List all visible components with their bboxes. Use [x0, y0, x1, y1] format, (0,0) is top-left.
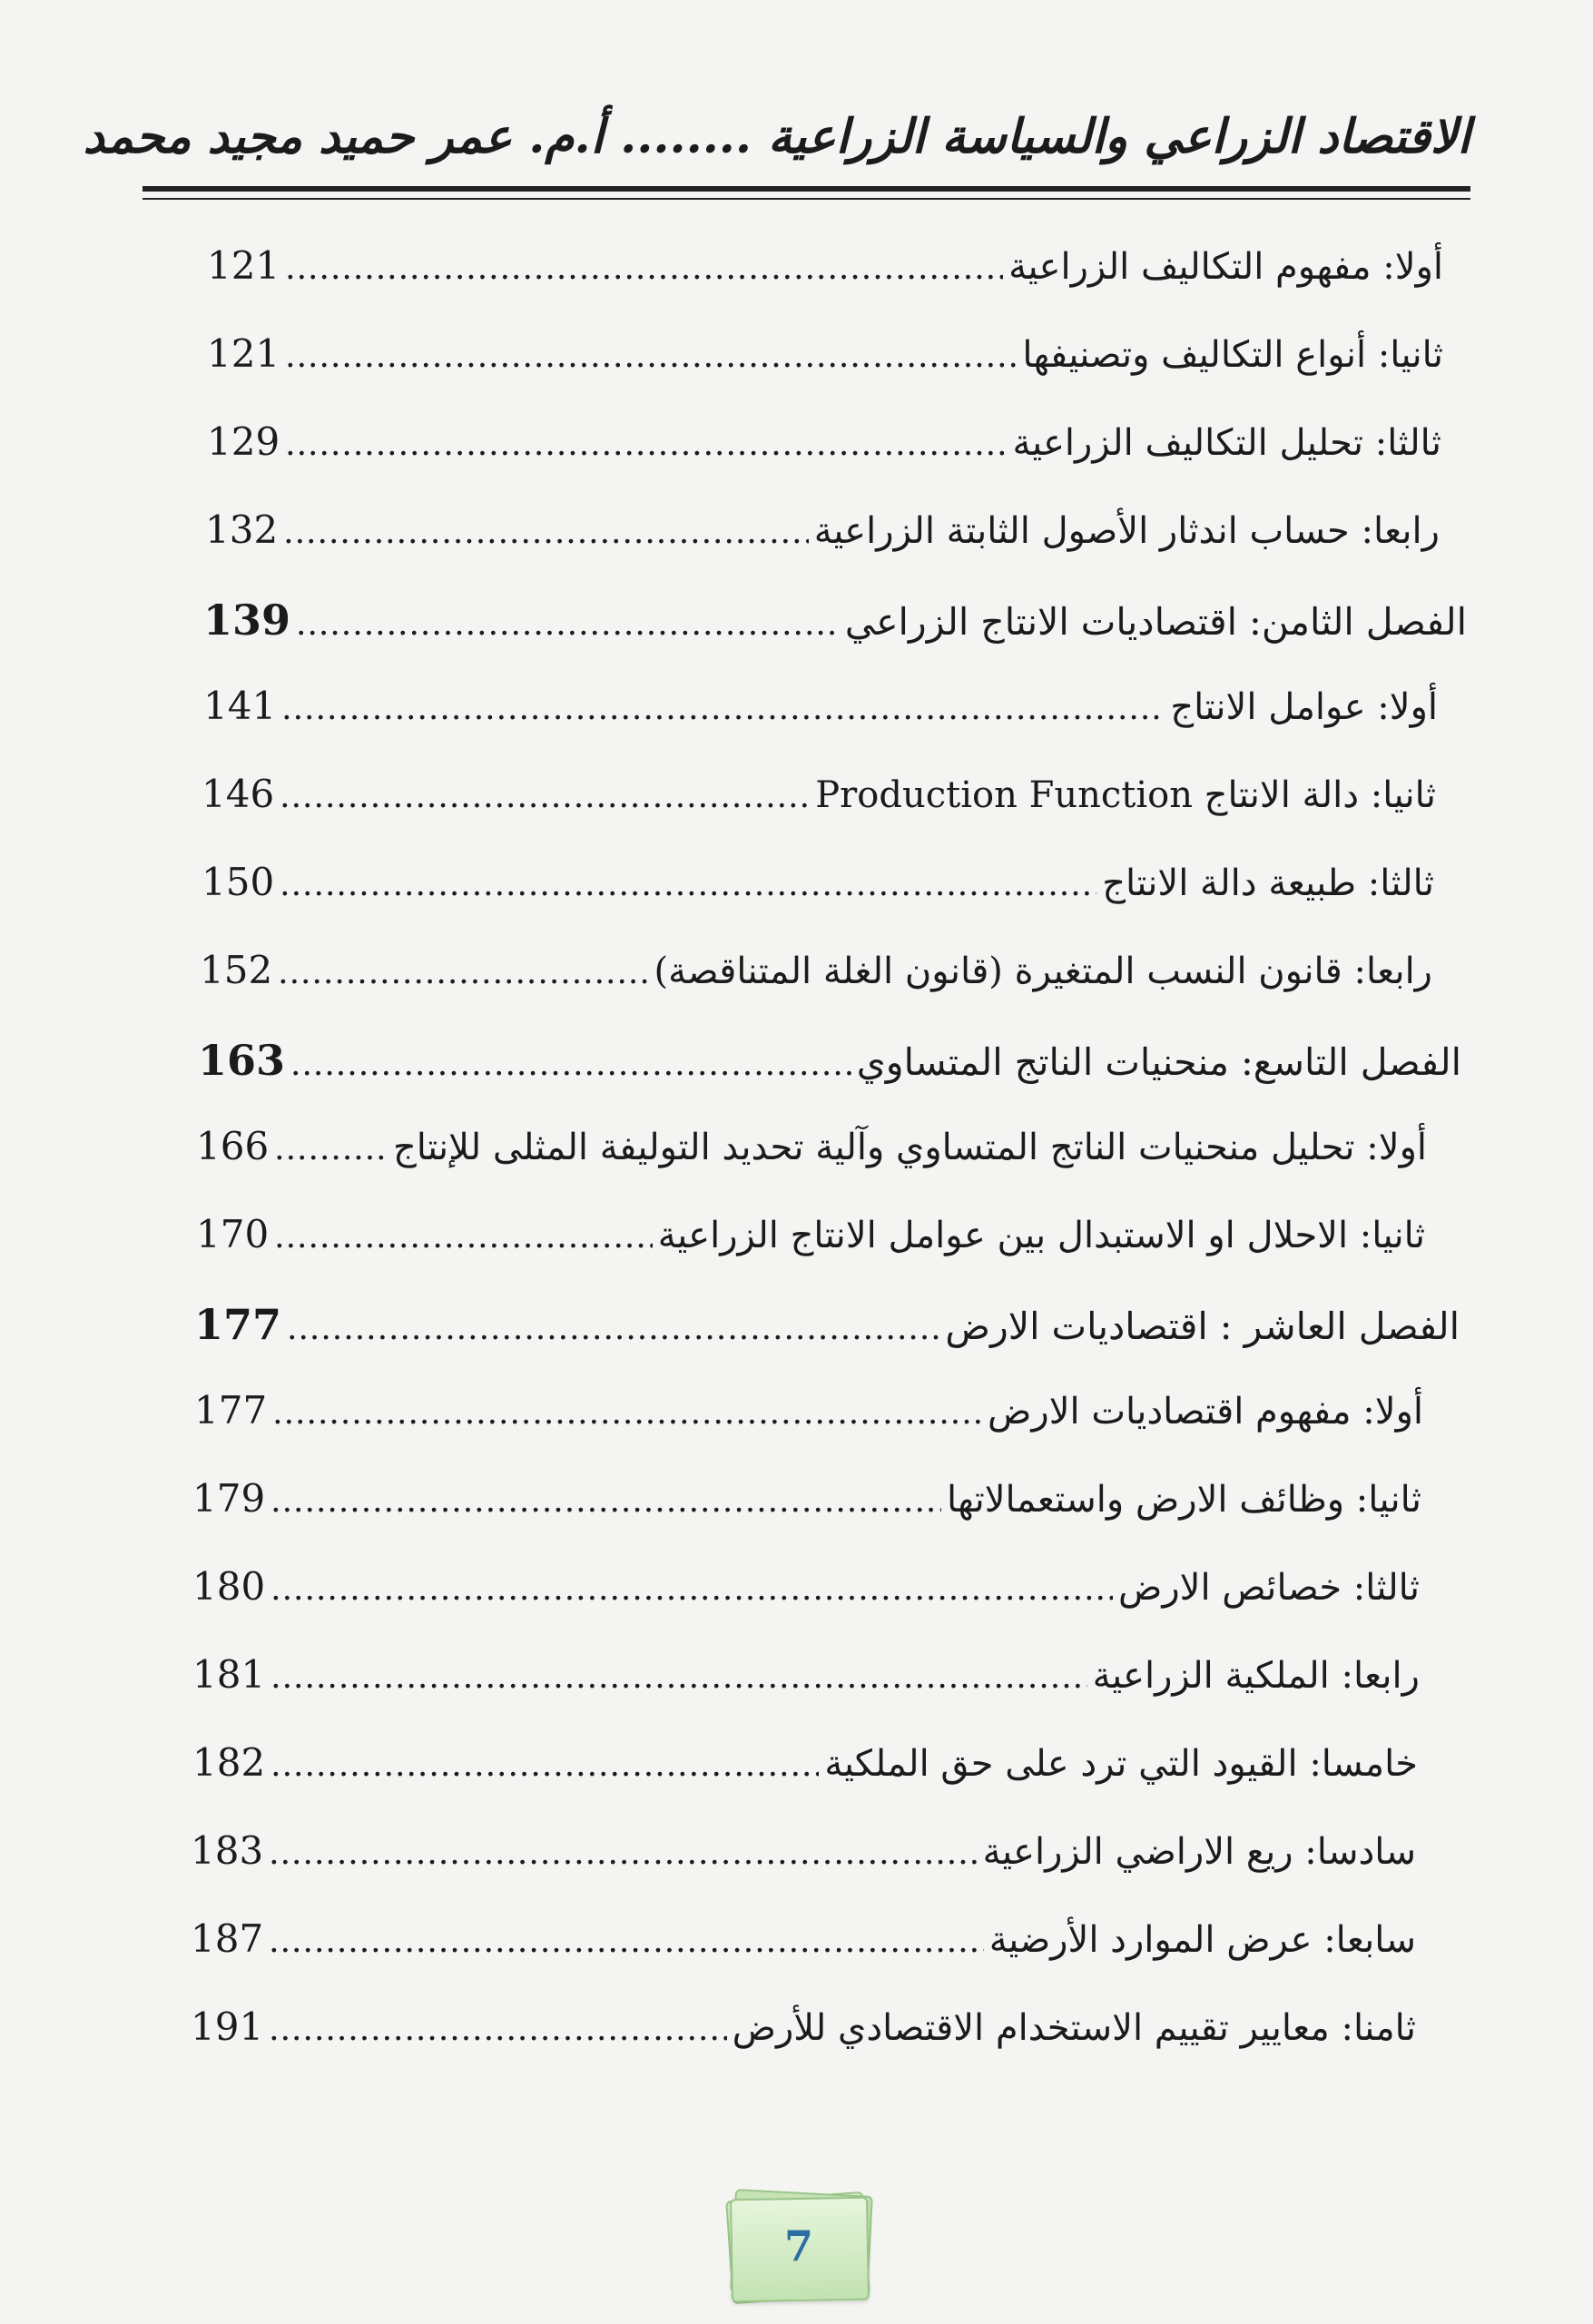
- toc-entry-title: أولا: مفهوم اقتصاديات الارض: [988, 1391, 1423, 1433]
- toc-entry-title: خامسا: القيود التي ترد على حق الملكية: [824, 1743, 1418, 1785]
- author-name: أ.م. عمر حميد مجيد محمد: [83, 109, 605, 164]
- toc-leader-dots: [278, 954, 648, 991]
- toc-entry-page: 146: [202, 772, 275, 816]
- toc-entry: [191, 1916, 1416, 1971]
- toc-entry-title: الفصل العاشر : اقتصاديات الارض: [945, 1305, 1460, 1348]
- toc-entry: [202, 860, 1434, 914]
- toc-entry: [202, 772, 1436, 826]
- toc-entry-page: 150: [202, 860, 275, 904]
- toc-entry: [192, 1476, 1421, 1531]
- toc-entry-page: 177: [194, 1388, 268, 1433]
- toc-leader-dots: [283, 514, 809, 551]
- toc-entry: [196, 1124, 1427, 1178]
- toc-entry-title: ثالثا: خصائص الارض: [1117, 1567, 1420, 1609]
- toc-entry-page: 170: [196, 1212, 270, 1256]
- toc-entry-title: ثامنا: معايير تقييم الاستخدام الاقتصادي للأرض: [732, 2007, 1416, 2049]
- toc-leader-dots: [274, 1130, 388, 1167]
- toc-leader-dots: [272, 1394, 982, 1432]
- toc-leader-dots: [274, 1218, 653, 1256]
- toc-entry-page: 180: [192, 1564, 266, 1609]
- toc-leader-dots: [290, 1046, 851, 1083]
- toc-entry-title: ثانيا: دالة الانتاج Production Function: [815, 774, 1436, 816]
- toc-leader-dots: [269, 1923, 984, 1960]
- toc-entry-page: 141: [203, 684, 277, 728]
- toc-entry: [191, 1828, 1416, 1883]
- toc-entry-page: 163: [198, 1036, 286, 1085]
- toc-entry: [192, 1564, 1420, 1619]
- toc-entry-page: 177: [194, 1300, 282, 1349]
- toc-entry: [196, 1212, 1425, 1266]
- toc-entry-title: سابعا: عرض الموارد الأرضية: [988, 1919, 1416, 1961]
- toc-chapter-entry: [198, 1036, 1461, 1090]
- toc-entry: [200, 948, 1432, 1002]
- toc-chapter-entry: [203, 596, 1467, 650]
- toc-chapter-entry: [194, 1300, 1460, 1354]
- toc-entry-page: 166: [196, 1124, 270, 1168]
- toc-leader-dots: [285, 338, 1017, 375]
- toc-entry-page: 139: [203, 596, 291, 645]
- toc-leader-dots: [270, 1571, 1113, 1608]
- toc-entry-title: أولا: تحليل منحنيات الناتج المتساوي وآلية تحديد التوليفة المثلى للإنتاج: [392, 1127, 1427, 1168]
- toc-leader-dots: [270, 1747, 819, 1784]
- toc-leader-dots: [280, 778, 810, 815]
- toc-entry-title: الفصل التاسع: منحنيات الناتج المتساوي: [856, 1040, 1461, 1084]
- toc-entry-title: ثالثا: تحليل التكاليف الزراعية: [1012, 422, 1441, 464]
- toc-entry: [194, 1388, 1423, 1443]
- toc-entry-page: 179: [192, 1476, 266, 1521]
- toc-entry: [207, 331, 1443, 386]
- toc-entry-page: 121: [207, 243, 280, 288]
- page-number: 7: [783, 2221, 813, 2270]
- toc-leader-dots: [287, 1310, 939, 1347]
- toc-entry-page: 129: [207, 419, 280, 464]
- toc-leader-dots: [269, 1835, 977, 1872]
- toc-entry-title: ثانيا: الاحلال او الاستبدال بين عوامل الانتاج الزراعية: [657, 1215, 1425, 1256]
- toc-entry: [203, 684, 1438, 738]
- toc-entry-title: ثانيا: أنواع التكاليف وتصنيفها: [1022, 334, 1443, 376]
- page-number-badge: [723, 2183, 874, 2310]
- toc-leader-dots: [285, 426, 1007, 463]
- toc-entry-title: رابعا: قانون النسب المتغيرة (قانون الغلة المتناقصة): [654, 950, 1432, 992]
- toc-leader-dots: [296, 606, 840, 643]
- toc-entry-title: رابعا: حساب اندثار الأصول الثابتة الزراعية: [813, 510, 1440, 552]
- toc-entry-page: 182: [192, 1740, 266, 1785]
- toc-entry-title: الفصل الثامن: اقتصاديات الانتاج الزراعي: [844, 600, 1467, 644]
- book-title: الاقتصاد الزراعي والسياسة الزراعية: [768, 109, 1470, 164]
- toc-leader-dots: [285, 250, 1003, 287]
- toc-entry-title: سادسا: ريع الاراضي الزراعية: [982, 1831, 1416, 1873]
- toc-entry-page: 121: [207, 331, 280, 376]
- toc-entry-title: أولا: مفهوم التكاليف الزراعية: [1008, 246, 1443, 288]
- toc-leader-dots: [270, 1482, 941, 1520]
- toc-entry-title: ثالثا: طبيعة دالة الانتاج: [1102, 862, 1434, 904]
- toc-leader-dots: [270, 1659, 1087, 1696]
- toc-entry: [205, 507, 1440, 562]
- toc-leader-dots: [280, 866, 1096, 903]
- header-separator: ........: [620, 109, 752, 164]
- toc-entry-page: 183: [191, 1828, 264, 1873]
- toc-entry-title: أولا: عوامل الانتاج: [1170, 686, 1438, 728]
- toc-entry-title: رابعا: الملكية الزراعية: [1092, 1655, 1420, 1697]
- toc-entry: [191, 2004, 1416, 2059]
- toc-entry: [192, 1740, 1418, 1795]
- toc-entry-page: 191: [191, 2004, 264, 2049]
- toc-entry-page: 181: [192, 1652, 266, 1697]
- toc-entry: [192, 1652, 1420, 1707]
- toc-entry-page: 187: [191, 1916, 264, 1961]
- toc-entry-page: 152: [200, 948, 273, 992]
- toc-leader-dots: [281, 690, 1165, 727]
- toc-entry: [207, 243, 1443, 298]
- toc-leader-dots: [269, 2011, 726, 2048]
- toc-entry-title: ثانيا: وظائف الارض واستعمالاتها: [946, 1479, 1421, 1521]
- toc-entry-page: 132: [205, 507, 279, 552]
- toc-entry: [207, 419, 1441, 474]
